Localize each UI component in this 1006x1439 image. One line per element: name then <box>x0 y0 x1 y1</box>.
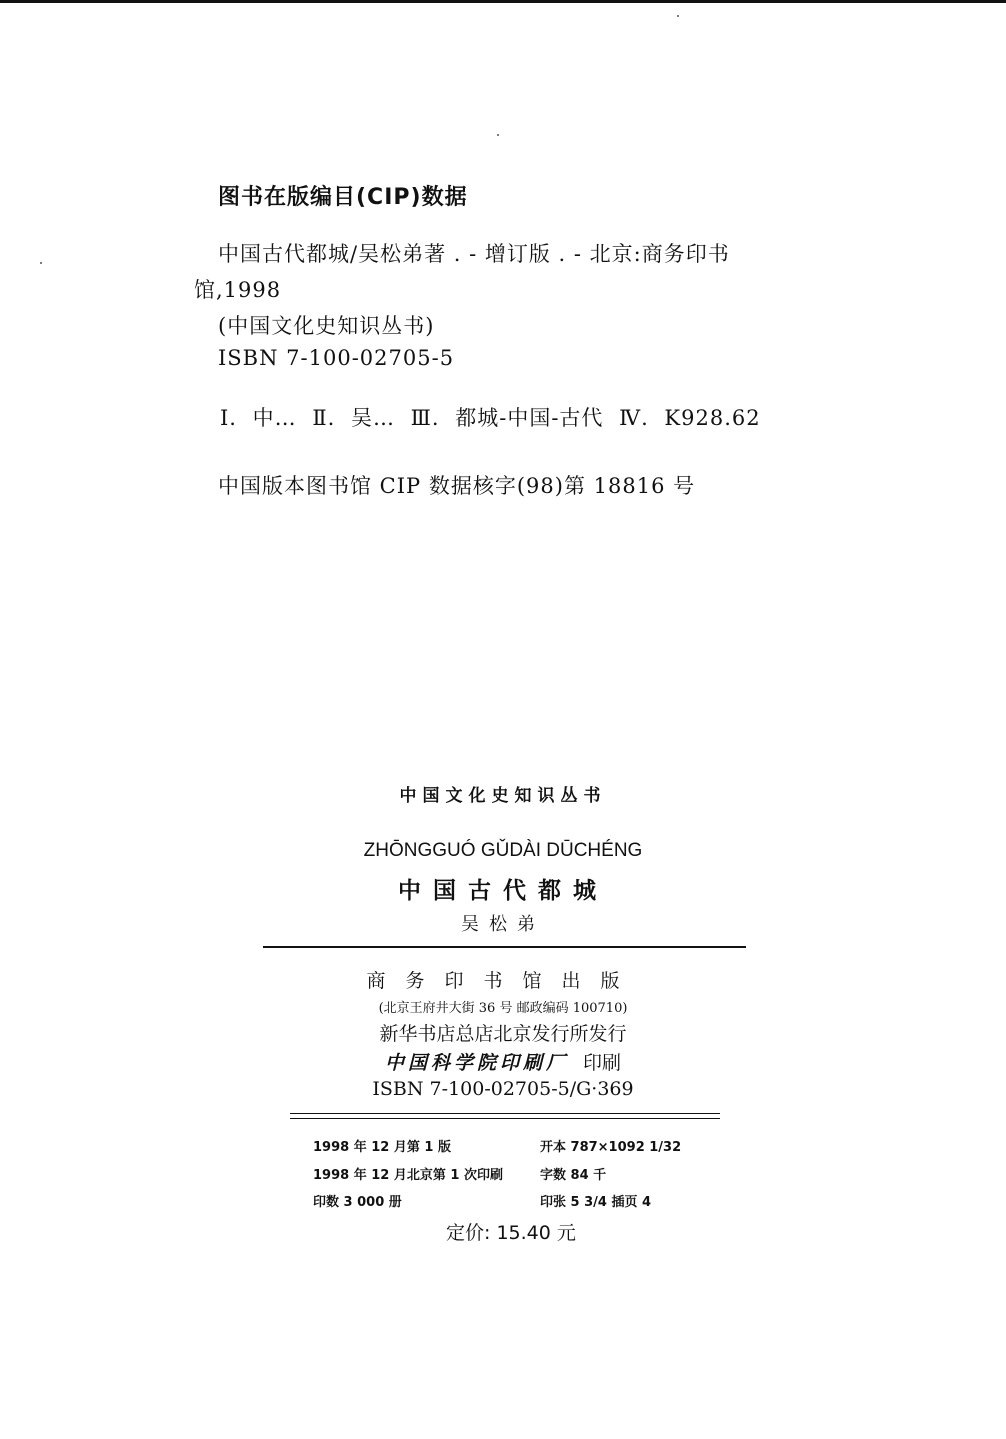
wordcount: 字数 84 千 <box>540 1168 607 1183</box>
scan-speck <box>677 15 679 17</box>
cip-bibliographic-line-cont: 馆,1998 <box>194 278 282 302</box>
cip-approval-number: 中国版本图书馆 CIP 数据核字(98)第 18816 号 <box>218 474 696 498</box>
scan-speck <box>497 134 499 136</box>
pinyin-title: ZHŌNGGUÓ GǓDÀI DŪCHÉNG <box>363 840 643 861</box>
colophon-isbn: ISBN 7-100-02705-5/G·369 <box>372 1078 634 1100</box>
cip-heading: 图书在版编目(CIP)数据 <box>218 185 468 210</box>
price: 定价: 15.40 元 <box>446 1222 576 1244</box>
book-title: 中国古代都城 <box>398 878 608 904</box>
divider-top <box>290 1113 720 1114</box>
author: 吴松弟 <box>461 914 545 935</box>
publisher: 商务印书馆出版 <box>366 970 640 992</box>
publisher-address: (北京王府井大街 36 号 邮政编码 100710) <box>378 1001 628 1016</box>
distributor: 新华书店总店北京发行所发行 <box>379 1023 627 1045</box>
printing: 1998 年 12 月北京第 1 次印刷 <box>313 1168 503 1183</box>
printer-logo: 中国科学院印刷厂 <box>384 1052 569 1074</box>
cip-series: (中国文化史知识丛书) <box>218 314 435 338</box>
sheets: 印张 5 3/4 插页 4 <box>540 1195 652 1210</box>
cip-isbn: ISBN 7-100-02705-5 <box>218 346 455 370</box>
format: 开本 787×1092 1/32 <box>540 1140 682 1155</box>
cip-bibliographic-line: 中国古代都城/吴松弟著 . - 增订版 . - 北京:商务印书 <box>218 242 730 266</box>
printer-line <box>0 1048 1006 1075</box>
cip-subject-headings: Ⅰ. 中… Ⅱ. 吴… Ⅲ. 都城-中国-古代 Ⅳ. K928.62 <box>220 406 761 430</box>
divider-thick <box>263 946 746 948</box>
scan-speck <box>40 262 42 264</box>
divider-bottom <box>290 1118 720 1119</box>
print-run: 印数 3 000 册 <box>313 1195 402 1210</box>
printer-suffix: 印刷 <box>583 1052 622 1074</box>
series-name: 中国文化史知识丛书 <box>399 786 607 806</box>
edition: 1998 年 12 月第 1 版 <box>313 1140 451 1155</box>
top-border-line <box>0 0 1006 3</box>
